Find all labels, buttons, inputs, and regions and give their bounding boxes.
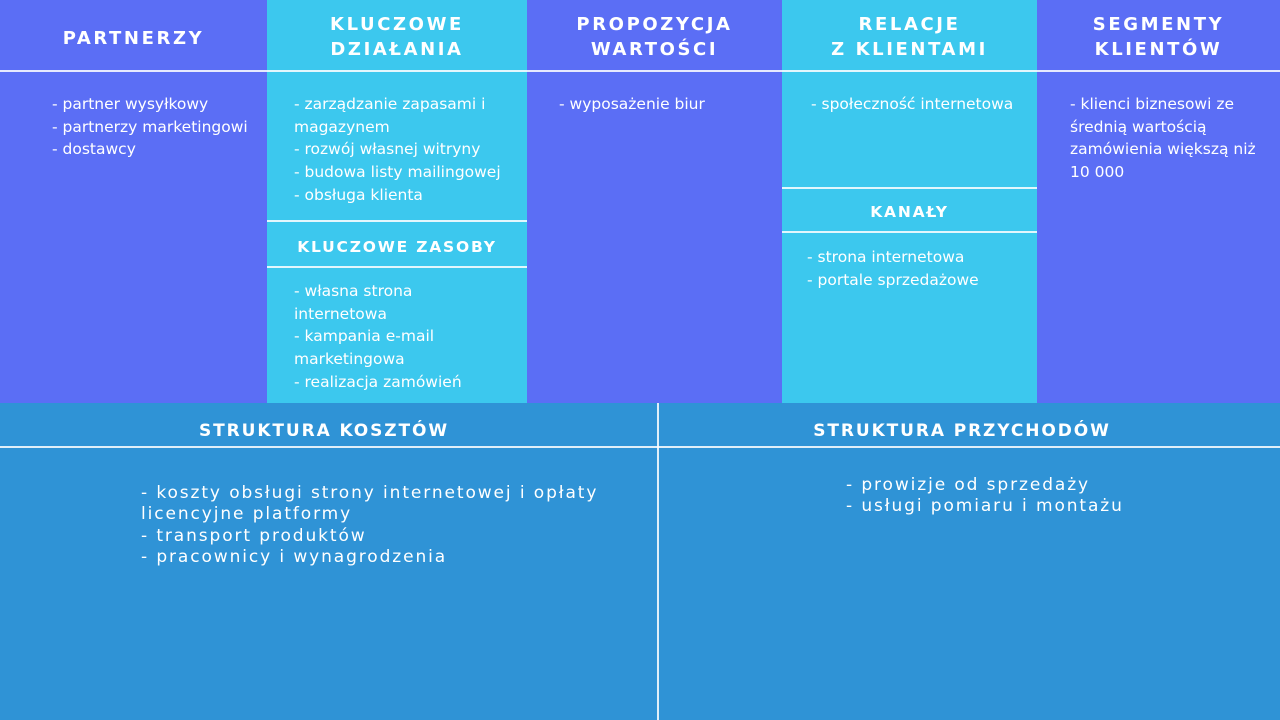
list-item: - kampania e-mail marketingowa: [294, 327, 435, 369]
partnerzy-block: [0, 0, 267, 403]
list-item: - dostawcy: [52, 140, 136, 159]
list-item: - społeczność internetowa: [811, 95, 1014, 113]
list-item: - obsługa klienta: [294, 185, 423, 204]
list-item: - klienci biznesowi ze średnią wartością zamówienia większą niż 10 000: [1070, 95, 1256, 182]
list-item: - prowizje od sprzedaży: [846, 475, 1090, 495]
divider: [782, 231, 1037, 233]
divider: [267, 266, 527, 268]
kluczowe-zasoby-list: [294, 280, 484, 394]
kluczowe-dzialania-list: [294, 93, 514, 207]
divider: [267, 220, 527, 222]
propozycja-wartosci-list: [559, 93, 774, 116]
relacje-block: [782, 0, 1037, 403]
bottom-vertical-divider: [657, 403, 659, 720]
list-item: - partnerzy marketingowi: [52, 117, 248, 136]
kluczowe-zasoby-title: KLUCZOWE ZASOBY: [297, 238, 497, 256]
list-item: - strona internetowa: [807, 248, 965, 266]
list-item: - własna strona internetowa: [294, 282, 413, 323]
list-item: - portale sprzedażowe: [807, 270, 979, 289]
segmenty-block: [1037, 0, 1280, 403]
struktura-kosztow-title: STRUKTURA KOSZTÓW: [198, 421, 449, 441]
struktura-kosztow-list: [141, 483, 601, 568]
propozycja-wartosci-block: [527, 0, 782, 403]
relacje-title: RELACJE Z KLIENTAMI: [831, 14, 988, 60]
kanaly-list: [807, 246, 1027, 291]
list-item: - transport produktów: [141, 525, 367, 546]
header-divider: [0, 70, 1280, 72]
kanaly-title: KANAŁY: [870, 203, 949, 221]
propozycja-wartosci-title: PROPOZYCJA WARTOŚCI: [576, 14, 733, 60]
bottom-header-divider: [0, 446, 1280, 448]
list-item: - realizacja zamówień: [294, 372, 462, 391]
list-item: - wyposażenie biur: [559, 95, 705, 113]
list-item: - usługi pomiaru i montażu: [846, 496, 1124, 517]
struktura-przychodow-title: STRUKTURA PRZYCHODÓW: [813, 421, 1111, 441]
partnerzy-list: [52, 93, 262, 161]
kluczowe-dzialania-title: KLUCZOWE DZIAŁANIA: [330, 14, 464, 60]
partnerzy-title: PARTNERZY: [62, 28, 205, 49]
relacje-list: [811, 93, 1031, 116]
struktura-przychodow-list: [846, 475, 1246, 518]
list-item: - partner wysyłkowy: [52, 95, 209, 113]
list-item: - koszty obsługi strony internetowej i opłaty licencyjne platformy: [141, 483, 599, 525]
list-item: - pracownicy i wynagrodzenia: [141, 546, 448, 567]
list-item: - zarządzanie zapasami i magazynem: [294, 95, 486, 136]
kluczowe-dzialania-block: [267, 0, 527, 403]
segmenty-list: [1070, 93, 1270, 184]
divider: [782, 187, 1037, 189]
list-item: - budowa listy mailingowej: [294, 163, 501, 182]
list-item: - rozwój własnej witryny: [294, 140, 481, 159]
segmenty-title: SEGMENTY KLIENTÓW: [1092, 14, 1225, 60]
